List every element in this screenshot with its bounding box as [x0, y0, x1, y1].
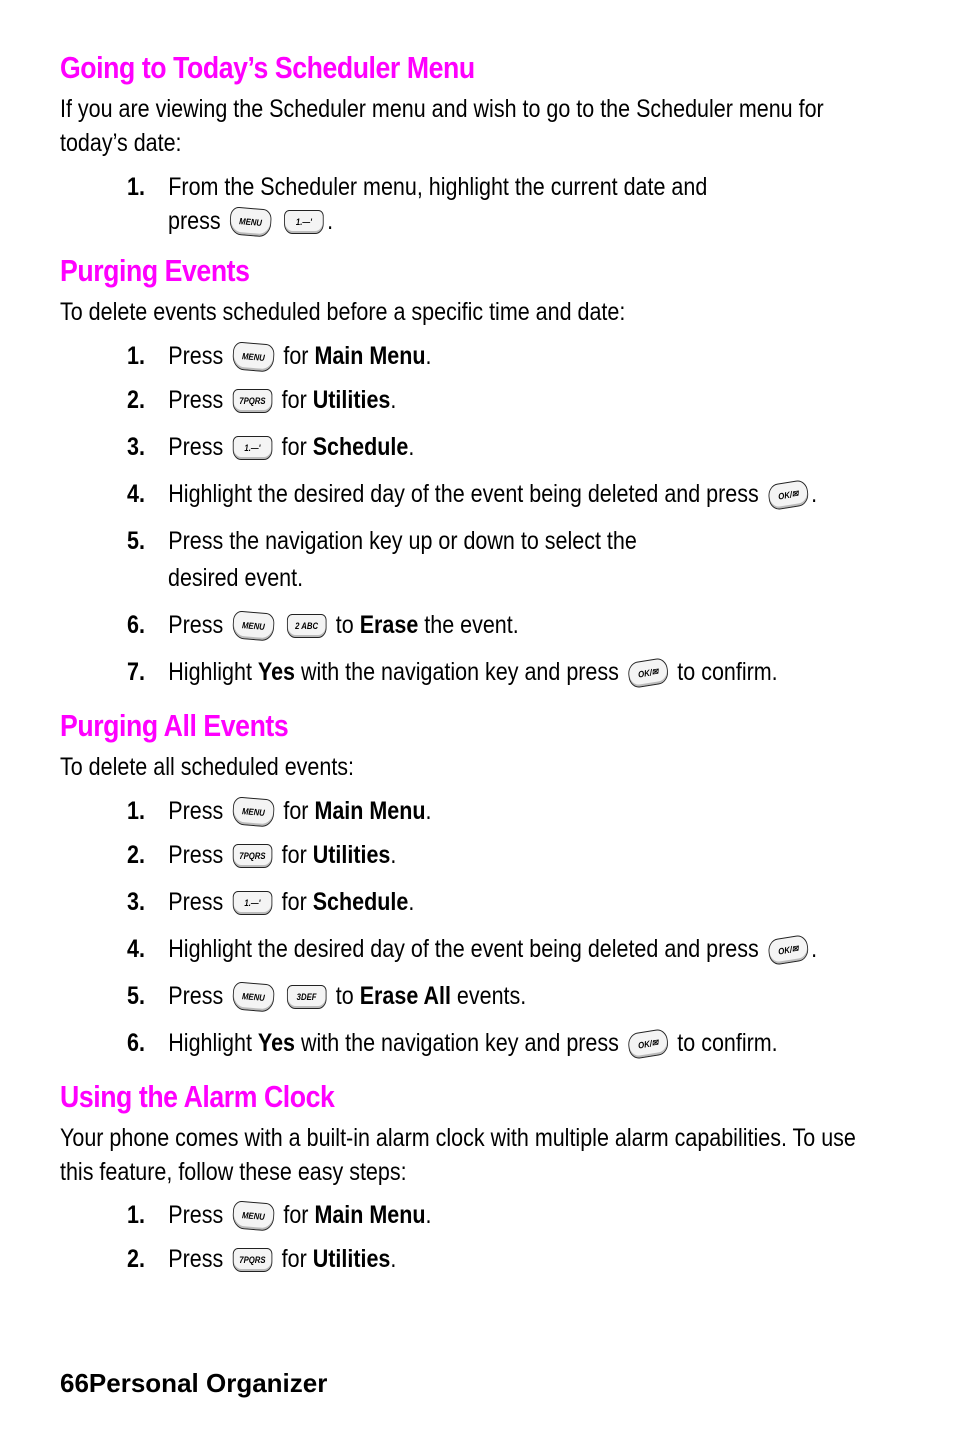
step-text: Press	[168, 342, 224, 370]
step-target: Utilities	[312, 386, 391, 414]
intro-alarm-clock: Your phone comes with a built-in alarm clock with multiple alarm capabilities. To use this feature, follow these easy steps:	[60, 1124, 856, 1186]
step-end: .	[390, 386, 397, 414]
step-number: 2.	[127, 1245, 145, 1273]
step-s3-3	[127, 882, 901, 922]
step-end: .	[425, 342, 432, 370]
intro-todays-scheduler: If you are viewing the Scheduler menu and wish to go to the Scheduler menu for today’s date:	[60, 95, 824, 157]
step-text: for	[283, 797, 309, 825]
step-end: .	[390, 841, 397, 869]
step-s2-6	[127, 605, 901, 645]
step-s3-6	[127, 1023, 901, 1063]
step-s3-2	[127, 835, 901, 875]
step-target: Erase All	[359, 982, 451, 1010]
step-text: Press	[168, 888, 224, 916]
page-footer: 66Personal Organizer	[60, 1368, 328, 1398]
step-target: Main Menu	[314, 342, 426, 370]
step-s4-1	[127, 1195, 901, 1235]
step-end: events.	[456, 982, 527, 1010]
menu-key-icon: MENU	[232, 982, 275, 1013]
seven-key-icon: 7PQRS	[233, 1248, 273, 1272]
step-text: Press	[168, 982, 224, 1010]
step-text: Press	[168, 841, 224, 869]
step-number: 6.	[127, 1029, 145, 1057]
step-s2-7	[127, 652, 901, 692]
step-number: 1.	[127, 173, 145, 201]
heading-todays-scheduler: Going to Today’s Scheduler Menu	[60, 50, 475, 85]
step-s2-1	[127, 336, 901, 376]
step-s2-4	[127, 474, 901, 514]
step-s2-3	[127, 427, 901, 467]
step-number: 7.	[127, 658, 145, 686]
step-target: Main Menu	[314, 1201, 426, 1229]
step-text: Highlight	[168, 1029, 252, 1057]
step-end: the event.	[424, 611, 519, 639]
step-text: press	[168, 207, 221, 235]
step-text: for	[281, 433, 307, 461]
menu-key-icon: MENU	[229, 207, 272, 238]
step-text: desired event.	[168, 564, 304, 592]
step-target: Schedule	[312, 888, 409, 916]
step-number: 4.	[127, 935, 145, 963]
step-s1-1	[127, 167, 901, 207]
step-text: for	[283, 1201, 309, 1229]
ok-key-icon: OK/✉	[627, 1028, 669, 1060]
step-end: .	[408, 433, 415, 461]
step-text: to	[335, 982, 354, 1010]
step-s2-2	[127, 380, 901, 420]
one-key-icon: 1.—'	[284, 210, 324, 234]
step-number: 1.	[127, 797, 145, 825]
step-text: Highlight the desired day of the event being deleted and press	[168, 935, 759, 963]
menu-key-icon: MENU	[232, 797, 275, 828]
step-target: Main Menu	[314, 797, 426, 825]
step-end: .	[390, 1245, 397, 1273]
heading-purging-events: Purging Events	[60, 253, 250, 288]
heading-alarm-clock: Using the Alarm Clock	[60, 1079, 335, 1114]
step-s3-4	[127, 929, 901, 969]
step-text: with the navigation key and press	[300, 658, 619, 686]
menu-key-icon: MENU	[232, 611, 275, 642]
step-target: Utilities	[312, 1245, 391, 1273]
step-s1-1-line2: press MENU 1.—' .	[168, 203, 333, 239]
step-text: Highlight	[168, 658, 252, 686]
step-target: Yes	[257, 658, 295, 686]
ok-key-icon: OK/✉	[627, 657, 669, 689]
ok-key-icon: OK/✉	[767, 934, 809, 966]
step-text: to	[335, 611, 354, 639]
step-end: to confirm.	[677, 1029, 778, 1057]
step-text: Press	[168, 1245, 224, 1273]
step-text: From the Scheduler menu, highlight the current date and	[168, 173, 708, 201]
step-text: Press	[168, 386, 224, 414]
step-target: Yes	[257, 1029, 295, 1057]
step-text: Press	[168, 611, 224, 639]
step-end: .	[811, 480, 818, 508]
step-text: Press	[168, 433, 224, 461]
intro-purging-events: To delete events scheduled before a specific time and date:	[60, 298, 626, 326]
step-s4-2	[127, 1239, 901, 1279]
step-number: 6.	[127, 611, 145, 639]
step-target: Erase	[359, 611, 419, 639]
step-number: 3.	[127, 888, 145, 916]
intro-purging-all-events: To delete all scheduled events:	[60, 753, 355, 781]
seven-key-icon: 7PQRS	[233, 389, 273, 413]
heading-purging-all-events: Purging All Events	[60, 708, 289, 743]
two-key-icon: 2 ABC	[287, 614, 327, 638]
seven-key-icon: 7PQRS	[233, 844, 273, 868]
step-end: .	[425, 1201, 432, 1229]
step-text: for	[281, 888, 307, 916]
step-target: Utilities	[312, 841, 391, 869]
step-text: Press	[168, 797, 224, 825]
step-end: .	[425, 797, 432, 825]
step-text: for	[283, 342, 309, 370]
step-text: Press	[168, 1201, 224, 1229]
step-number: 1.	[127, 342, 145, 370]
step-text: for	[281, 1245, 307, 1273]
step-number: 2.	[127, 841, 145, 869]
step-number: 3.	[127, 433, 145, 461]
one-key-icon: 1.—'	[233, 891, 273, 915]
menu-key-icon: MENU	[232, 1201, 275, 1232]
step-s3-1	[127, 791, 901, 831]
step-number: 5.	[127, 982, 145, 1010]
step-number: 1.	[127, 1201, 145, 1229]
step-text: Highlight the desired day of the event being deleted and press	[168, 480, 759, 508]
three-key-icon: 3DEF	[287, 985, 327, 1009]
one-key-icon: 1.—'	[233, 436, 273, 460]
step-text: with the navigation key and press	[300, 1029, 619, 1057]
step-number: 5.	[127, 527, 145, 555]
step-target: Schedule	[312, 433, 409, 461]
step-end: .	[811, 935, 818, 963]
step-s2-5-line2	[168, 560, 303, 596]
step-text: Press the navigation key up or down to select the	[168, 527, 637, 555]
step-end: to confirm.	[677, 658, 778, 686]
step-number: 2.	[127, 386, 145, 414]
step-text: for	[281, 386, 307, 414]
step-s3-5	[127, 976, 901, 1016]
menu-key-icon: MENU	[232, 342, 275, 373]
step-number: 4.	[127, 480, 145, 508]
ok-key-icon: OK/✉	[767, 479, 809, 511]
step-text: for	[281, 841, 307, 869]
step-end: .	[408, 888, 415, 916]
step-s2-5	[127, 521, 901, 561]
